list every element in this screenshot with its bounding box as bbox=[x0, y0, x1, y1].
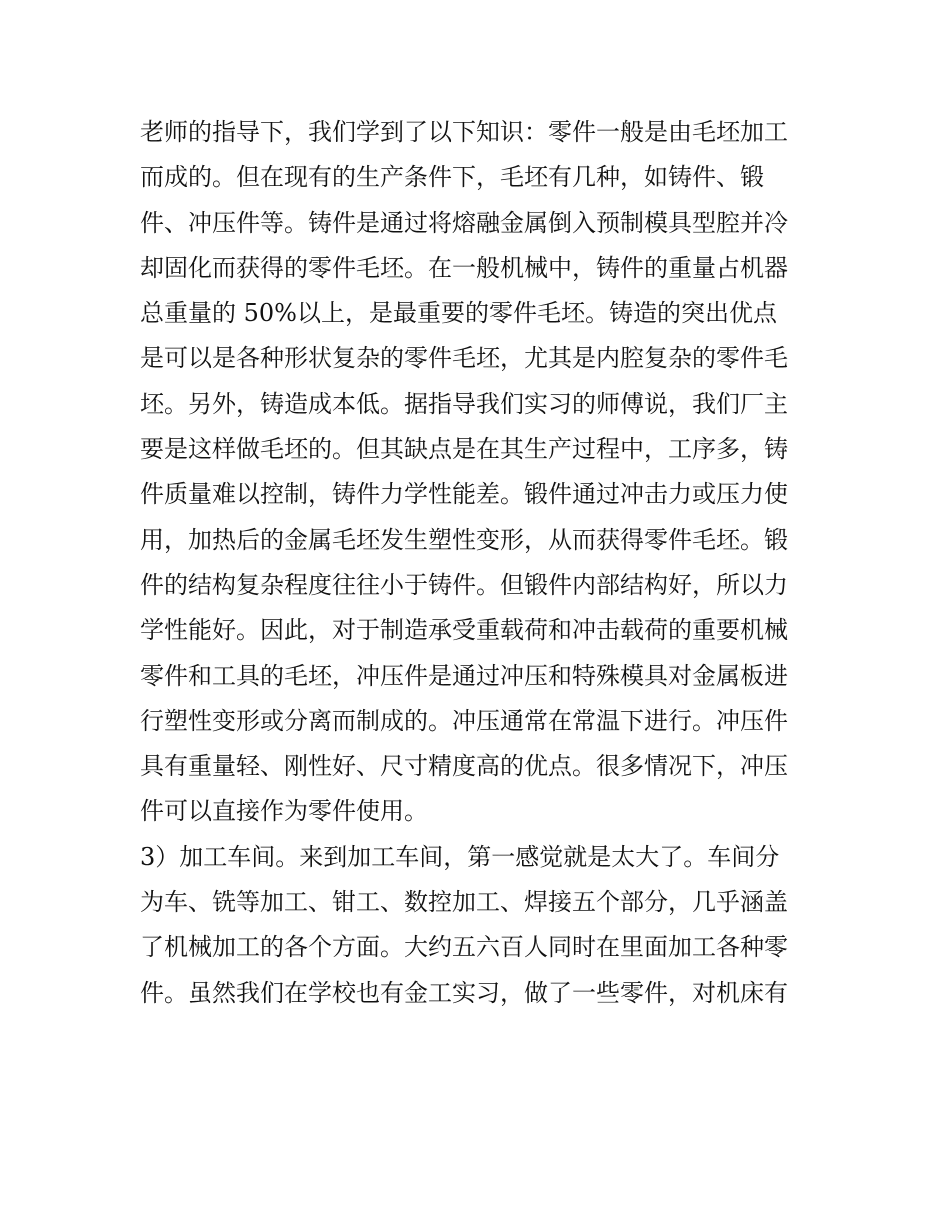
body-text bbox=[140, 110, 820, 1016]
text-line: 用，加热后的金属毛坯发生塑性变形，从而获得零件毛坯。锻 bbox=[140, 525, 788, 554]
text-line: 行塑性变形或分离而制成的。冲压通常在常温下进行。冲压件 bbox=[140, 706, 788, 735]
text-line: 是可以是各种形状复杂的零件毛坯，尤其是内腔复杂的零件毛 bbox=[140, 344, 788, 373]
text-line: 件质量难以控制，铸件力学性能差。锻件通过冲击力或压力使 bbox=[140, 480, 788, 509]
section-heading-line: 3）加工车间。来到加工车间，第一感觉就是太大了。车间分 bbox=[140, 842, 780, 871]
text-line: 了机械加工的各个方面。大约五六百人同时在里面加工各种零 bbox=[140, 933, 788, 962]
text-line: 总重量的 50%以上，是最重要的零件毛坯。铸造的突出优点 bbox=[140, 299, 777, 328]
text-line: 为车、铣等加工、钳工、数控加工、焊接五个部分，几乎涵盖 bbox=[140, 888, 788, 917]
text-line: 而成的。但在现有的生产条件下，毛坯有几种，如铸件、锻 bbox=[140, 163, 764, 192]
text-line: 件可以直接作为零件使用。 bbox=[140, 797, 428, 826]
text-line: 老师的指导下，我们学到了以下知识：零件一般是由毛坯加工 bbox=[140, 118, 788, 146]
text-line: 零件和工具的毛坯，冲压件是通过冲压和特殊模具对金属板进 bbox=[140, 661, 788, 690]
text-line: 具有重量轻、刚性好、尺寸精度高的优点。很多情况下，冲压 bbox=[140, 752, 788, 781]
text-line: 件的结构复杂程度往往小于铸件。但锻件内部结构好，所以力 bbox=[140, 570, 788, 599]
text-line: 要是这样做毛坯的。但其缺点是在其生产过程中，工序多，铸 bbox=[140, 435, 788, 464]
text-line: 件。虽然我们在学校也有金工实习，做了一些零件，对机床有 bbox=[140, 978, 788, 1007]
text-line: 学性能好。因此，对于制造承受重载荷和冲击载荷的重要机械 bbox=[140, 616, 788, 645]
text-line: 却固化而获得的零件毛坯。在一般机械中，铸件的重量占机器 bbox=[140, 253, 788, 282]
text-line: 坯。另外，铸造成本低。据指导我们实习的师傅说，我们厂主 bbox=[140, 389, 788, 418]
text-line: 件、冲压件等。铸件是通过将熔融金属倒入预制模具型腔并冷 bbox=[140, 208, 788, 237]
